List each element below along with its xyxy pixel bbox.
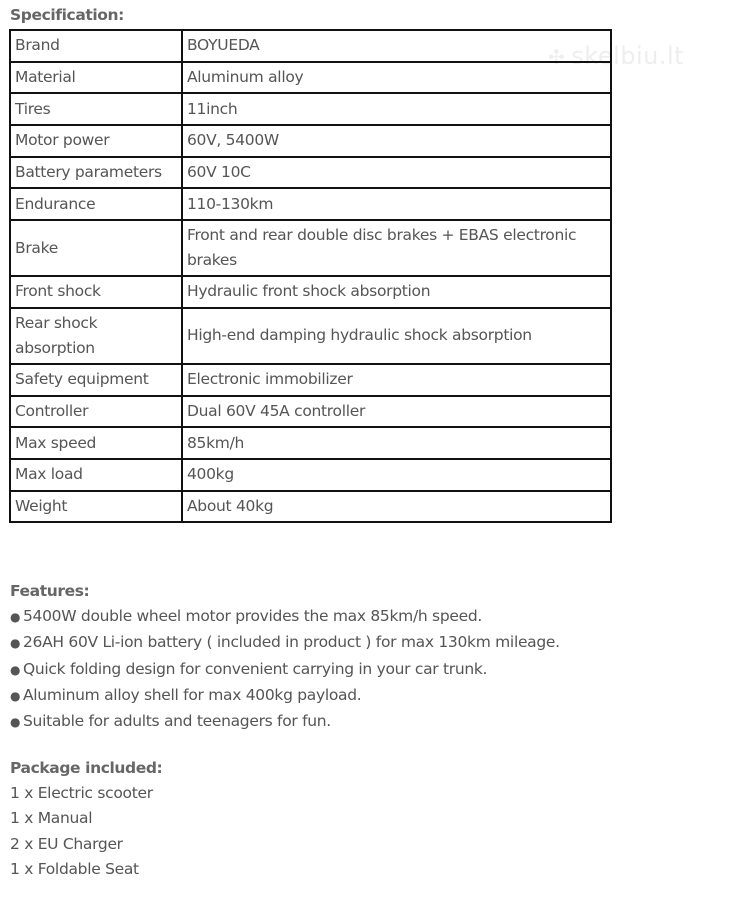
- spec-key: Safety equipment: [10, 364, 182, 396]
- sparkle-logo-icon: ✣: [548, 45, 566, 69]
- spec-key: Tires: [10, 93, 182, 125]
- spec-value: 60V, 5400W: [182, 125, 611, 157]
- table-row: [10, 93, 611, 125]
- watermark-text: skelbiu.lt: [571, 42, 685, 70]
- table-row: [10, 276, 611, 308]
- feature-item: [10, 683, 560, 709]
- package-item: 2 x EU Charger: [10, 834, 123, 853]
- feature-text: 26AH 60V Li-ion battery ( included in product ) for max 130km mileage.: [23, 633, 560, 652]
- package-heading: Package included:: [10, 759, 163, 777]
- spec-value: High-end damping hydraulic shock absorption: [182, 308, 611, 364]
- bullet-icon: ●: [10, 715, 21, 730]
- spec-key: Battery parameters: [10, 157, 182, 189]
- table-row: [10, 220, 611, 276]
- spec-value: 60V 10C: [182, 157, 611, 189]
- spec-key: Max speed: [10, 427, 182, 459]
- spec-key: Brand: [10, 30, 182, 62]
- table-row: [10, 30, 611, 62]
- spec-key: Endurance: [10, 188, 182, 220]
- bullet-icon: ●: [10, 688, 21, 703]
- spec-value: BOYUEDA: [182, 30, 611, 62]
- spec-value: Aluminum alloy: [182, 62, 611, 94]
- spec-value: Hydraulic front shock absorption: [182, 276, 611, 308]
- feature-text: Aluminum alloy shell for max 400kg payload.: [23, 685, 362, 704]
- spec-key: Max load: [10, 459, 182, 491]
- package-list: [10, 781, 153, 882]
- package-item: 1 x Electric scooter: [10, 784, 153, 802]
- spec-key: Controller: [10, 396, 182, 428]
- specification-heading: Specification:: [10, 6, 124, 24]
- spec-key: Rear shock absorption: [10, 308, 182, 364]
- table-row: [10, 62, 611, 94]
- feature-item: [10, 709, 560, 735]
- table-row: [10, 188, 611, 220]
- package-item: 1 x Manual: [10, 809, 93, 828]
- table-row: [10, 125, 611, 157]
- feature-text: Quick folding design for convenient carrying in your car trunk.: [23, 659, 488, 678]
- spec-key: Material: [10, 62, 182, 94]
- spec-value: Front and rear double disc brakes + EBAS electronic brakes: [182, 220, 611, 276]
- bullet-icon: ●: [10, 610, 21, 624]
- spec-value: 400kg: [182, 459, 611, 491]
- spec-value: Electronic immobilizer: [182, 364, 611, 396]
- features-heading: Features:: [10, 582, 90, 600]
- table-row: [10, 459, 611, 491]
- package-item: 1 x Foldable Seat: [10, 859, 139, 878]
- spec-key: Front shock: [10, 276, 182, 308]
- spec-value: 85km/h: [182, 427, 611, 459]
- bullet-icon: ●: [10, 662, 21, 677]
- spec-value: Dual 60V 45A controller: [182, 396, 611, 428]
- feature-text: 5400W double wheel motor provides the max 85km/h speed.: [23, 607, 482, 625]
- table-row: [10, 396, 611, 428]
- table-row: [10, 308, 611, 364]
- feature-item: [10, 630, 560, 656]
- spec-key: Brake: [10, 220, 182, 276]
- spec-value: 110-130km: [182, 188, 611, 220]
- spec-key: Weight: [10, 491, 182, 523]
- table-row: [10, 157, 611, 189]
- spec-key: Motor power: [10, 125, 182, 157]
- spec-value: About 40kg: [182, 491, 611, 523]
- feature-item: [10, 604, 560, 630]
- table-row: [10, 427, 611, 459]
- feature-item: [10, 657, 560, 683]
- features-list: [10, 604, 560, 735]
- bullet-icon: ●: [10, 636, 21, 651]
- table-row: [10, 491, 611, 523]
- specification-table: [9, 29, 612, 523]
- spec-value: 11inch: [182, 93, 611, 125]
- table-row: [10, 364, 611, 396]
- feature-text: Suitable for adults and teenagers for fun.: [23, 712, 331, 731]
